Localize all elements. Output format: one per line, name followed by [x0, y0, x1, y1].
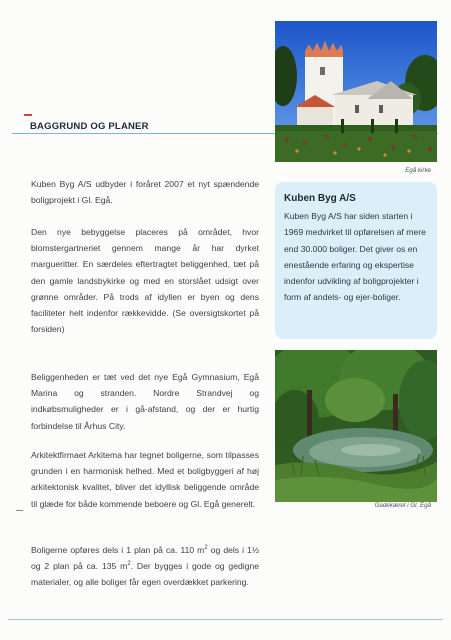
accent-mark	[24, 114, 32, 116]
paragraph-location: Den nye bebyggelse placeres på området, hvor blomstergartneriet gennem mange år har dyrket margueritter. En særdeles eftertragtet beliggenhed, tæt på den gamle landsbykirke og med en storslået udsigt over grønne områder. På trods af idyllen er byen og dens faciliteter helt indenfor rækkevidde. (Se oversigtskortet på forsiden)	[31, 227, 259, 335]
church-caption: Egå kirke	[405, 167, 431, 174]
housing-text-2: og dels i 1½ og 2 plan på ca. 135 m	[31, 545, 260, 572]
paragraph-architect: Arkitektfirmaet Arkitema har tegnet boligerne, som tilpasses grunden i en harmonisk helhed. Med et boligbyggeri af høj arkitektonisk kvalitet, bliver det idyllisk beliggende område til glæde for både kommende beboere og Gl. Egå generelt.	[31, 450, 259, 509]
church-photo	[275, 21, 437, 162]
company-infobox	[275, 182, 437, 339]
superscript: 2	[204, 545, 208, 552]
superscript: 2	[127, 561, 131, 568]
margin-mark	[16, 510, 23, 511]
footer-rule	[8, 619, 443, 620]
paragraph-nearby: Beliggenheden er tæt ved det nye Egå Gymnasium, Egå Marina og stranden. Nordre Strandvej og indkøbsmuligheder er i gå-afstand, og der er hurtig forbindelse til Århus City.	[31, 372, 259, 431]
housing-text-3: . Der bygges i gode og gedigne materialer, og alle boliger får egen overdækket parkering.	[31, 561, 259, 588]
section-title: BAGGRUND OG PLANER	[30, 121, 149, 132]
infobox-title: Kuben Byg A/S	[284, 193, 356, 204]
paragraph-intro: Kuben Byg A/S udbyder i foråret 2007 et nyt spændende boligprojekt i Gl. Egå.	[31, 179, 259, 206]
pond-caption: Gadekæret i Gl. Egå	[374, 502, 431, 509]
housing-text-1: Boligerne opføres dels i 1 plan på ca. 110 m	[31, 545, 205, 555]
pond-photo	[275, 350, 437, 502]
paragraph-housing	[31, 542, 259, 591]
infobox-text: Kuben Byg A/S har siden starten i 1969 medvirket til opførelsen af mere end 30.000 boliger. Det giver os en enestående erfaring og ekspertise indenfor udvikling af boligprojekter i form af andels- og ejer-boliger.	[284, 211, 426, 303]
